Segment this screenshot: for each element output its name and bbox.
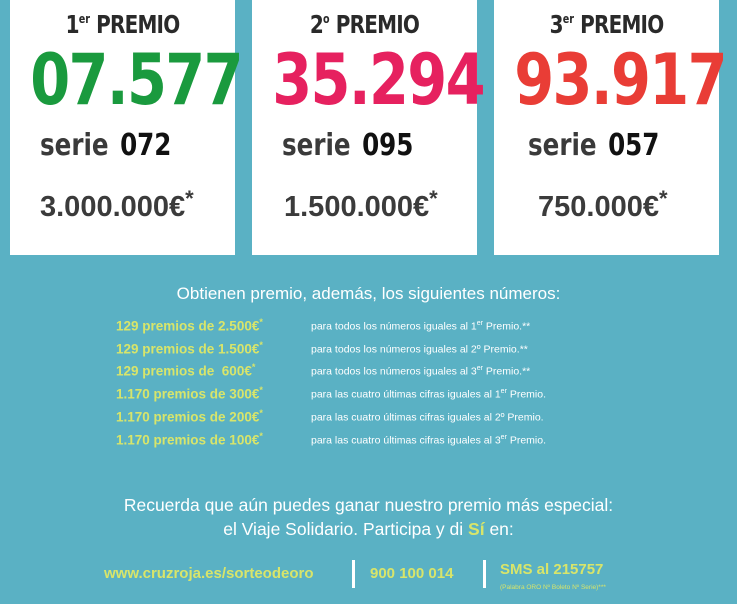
prize-number: 93.917 [514, 39, 726, 121]
extra-prize-desc: para las cuatro últimas cifras iguales al 3er Premio. [311, 434, 546, 447]
prize-amount: 3.000.000€* [40, 186, 194, 223]
extra-prize-count: 129 premios de 1.500€* [116, 340, 263, 357]
sms-note: (Palabra ORO Nº Boleto Nº Serie)*** [500, 584, 606, 591]
extra-prize-row [116, 385, 716, 405]
extra-prize-desc: para las cuatro últimas cifras iguales al 2º Premio. [311, 411, 544, 424]
serie-line: serie 072 [40, 128, 172, 163]
extra-prize-row [116, 362, 716, 382]
prize-amount: 750.000€* [538, 186, 668, 223]
prize-title: 1er PREMIO [65, 10, 180, 39]
prize-title: 2$^o$ PREMIO [309, 10, 420, 39]
prize-number: 07.577 [30, 39, 242, 121]
third-prize-card [494, 0, 726, 255]
extra-prize-count: 1.170 premios de 300€* [116, 385, 263, 402]
serie-line: serie 095 [282, 128, 414, 163]
extra-prize-desc: para todos los números iguales al 2º Premio.** [311, 343, 528, 356]
serie-line: serie 057 [528, 128, 660, 163]
extras-title: Obtienen premio, además, los siguientes números: [176, 284, 561, 303]
phone-number[interactable]: 900 100 014 [370, 565, 454, 582]
recuerda-line-1: Recuerda que aún puedes ganar nuestro premio más especial: [123, 495, 614, 515]
web-link[interactable]: www.cruzroja.es/sorteodeoro [104, 565, 314, 582]
extra-prize-row [116, 431, 716, 451]
extra-prize-count: 129 premios de 2.500€* [116, 317, 263, 334]
extra-prize-row [116, 408, 716, 428]
extra-prize-desc: para todos los números iguales al 3er Premio.** [311, 365, 531, 378]
second-prize-card [252, 0, 484, 255]
extra-prize-count: 1.170 premios de 100€* [116, 431, 263, 448]
extra-prize-row [116, 340, 716, 360]
viaje-solidario-text [0, 493, 737, 541]
footer-divider [352, 560, 355, 588]
first-prize-card [10, 0, 242, 255]
prize-title: 3er PREMIO [549, 10, 664, 39]
recuerda-line-2: el Viaje Solidario. Participa y di Sí en: [223, 519, 514, 539]
extra-prize-desc: para todos los números iguales al 1er Premio.** [311, 320, 531, 333]
prize-amount: 1.500.000€* [284, 186, 438, 223]
sms-number[interactable]: SMS al 215757 [500, 561, 604, 578]
extra-prize-desc: para las cuatro últimas cifras iguales al 1er Premio. [311, 388, 546, 401]
extra-prize-row [116, 317, 716, 337]
footer-divider [483, 560, 486, 588]
prize-number: 35.294 [272, 39, 484, 121]
extra-prize-count: 129 premios de 600€* [116, 362, 256, 379]
extra-prize-count: 1.170 premios de 200€* [116, 408, 263, 425]
